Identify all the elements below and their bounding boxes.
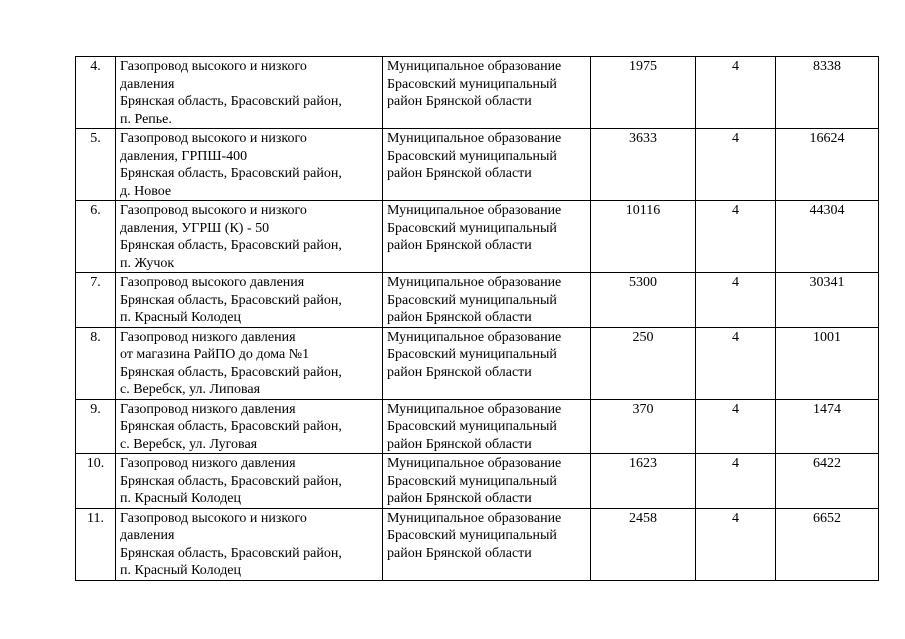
object-line: Брянская область, Брасовский район, xyxy=(120,545,342,561)
cost-value: 16624 xyxy=(776,129,879,201)
object-line: п. Жучок xyxy=(120,255,175,271)
owner-line: Муниципальное образование xyxy=(387,203,562,218)
class-value: 4 xyxy=(696,454,776,509)
object-line: давления xyxy=(120,528,175,543)
owner xyxy=(383,327,591,399)
owner-line: Брасовский муниципальный xyxy=(387,292,557,308)
owner xyxy=(383,201,591,273)
owner xyxy=(383,273,591,328)
cost-value: 6422 xyxy=(776,454,879,509)
object-line: давления, УГРШ (К) - 50 xyxy=(120,220,270,236)
owner-line: район Брянской области xyxy=(387,364,532,380)
object-line: Брянская область, Брасовский район, xyxy=(120,419,342,434)
class-value: 4 xyxy=(696,129,776,201)
length-value: 10116 xyxy=(591,201,696,273)
owner-line: Брасовский муниципальный xyxy=(387,76,557,92)
cost-value: 30341 xyxy=(776,273,879,328)
row-number: 10. xyxy=(76,454,116,509)
owner-line: район Брянской области xyxy=(387,94,532,109)
owner-line: Муниципальное образование xyxy=(387,59,562,74)
owner xyxy=(383,508,591,580)
length-value: 1623 xyxy=(591,454,696,509)
object-description xyxy=(116,129,383,201)
length-value: 370 xyxy=(591,399,696,454)
row-number: 4. xyxy=(76,57,116,129)
object-line: от магазина РайПО до дома №1 xyxy=(120,347,310,362)
object-line: п. Красный Колодец xyxy=(120,310,242,325)
object-description xyxy=(116,327,383,399)
row-number: 7. xyxy=(76,273,116,328)
owner-line: Муниципальное образование xyxy=(387,401,562,417)
property-registry-table xyxy=(75,56,879,581)
row-number: 6. xyxy=(76,201,116,273)
row-number: 8. xyxy=(76,327,116,399)
cost-value: 44304 xyxy=(776,201,879,273)
object-description xyxy=(116,454,383,509)
cost-value: 6652 xyxy=(776,508,879,580)
object-line: Газопровод высокого и низкого xyxy=(120,131,307,146)
object-description xyxy=(116,201,383,273)
owner-line: Муниципальное образование xyxy=(387,275,562,290)
owner-line: Брасовский муниципальный xyxy=(387,473,557,489)
object-line: Газопровод высокого давления xyxy=(120,275,305,290)
owner-line: Брасовский муниципальный xyxy=(387,419,557,434)
table-body xyxy=(76,57,879,581)
object-description xyxy=(116,508,383,580)
row-number: 11. xyxy=(76,508,116,580)
object-line: п. Красный Колодец xyxy=(120,491,242,506)
table-row xyxy=(76,327,879,399)
object-line: Брянская область, Брасовский район, xyxy=(120,364,342,380)
object-line: Газопровод низкого давления xyxy=(120,329,296,345)
object-description xyxy=(116,399,383,454)
object-line: с. Веребск, ул. Липовая xyxy=(120,382,261,397)
object-line: Брянская область, Брасовский район, xyxy=(120,292,342,308)
object-line: давления xyxy=(120,76,175,92)
owner-line: район Брянской области xyxy=(387,238,532,253)
class-value: 4 xyxy=(696,273,776,328)
object-line: п. Красный Колодец xyxy=(120,563,242,578)
length-value: 3633 xyxy=(591,129,696,201)
table-row xyxy=(76,273,879,328)
object-description xyxy=(116,57,383,129)
owner xyxy=(383,399,591,454)
cost-value: 1001 xyxy=(776,327,879,399)
class-value: 4 xyxy=(696,327,776,399)
object-line: Газопровод высокого и низкого xyxy=(120,59,307,74)
cost-value: 8338 xyxy=(776,57,879,129)
object-line: Брянская область, Брасовский район, xyxy=(120,94,342,109)
owner xyxy=(383,454,591,509)
class-value: 4 xyxy=(696,201,776,273)
owner-line: район Брянской области xyxy=(387,310,532,325)
owner xyxy=(383,129,591,201)
table-row xyxy=(76,399,879,454)
owner-line: Муниципальное образование xyxy=(387,329,562,345)
class-value: 4 xyxy=(696,399,776,454)
row-number: 9. xyxy=(76,399,116,454)
class-value: 4 xyxy=(696,508,776,580)
row-number: 5. xyxy=(76,129,116,201)
owner-line: Брасовский муниципальный xyxy=(387,528,557,543)
table-row xyxy=(76,454,879,509)
owner xyxy=(383,57,591,129)
owner-line: район Брянской области xyxy=(387,491,532,506)
owner-line: Брасовский муниципальный xyxy=(387,220,557,236)
owner-line: Муниципальное образование xyxy=(387,456,562,471)
owner-line: Муниципальное образование xyxy=(387,510,562,526)
owner-line: район Брянской области xyxy=(387,545,532,561)
object-line: д. Новое xyxy=(120,183,172,199)
table-row xyxy=(76,129,879,201)
length-value: 2458 xyxy=(591,508,696,580)
object-description xyxy=(116,273,383,328)
owner-line: Брасовский муниципальный xyxy=(387,347,557,362)
object-line: Газопровод низкого давления xyxy=(120,456,296,471)
table-row xyxy=(76,57,879,129)
table-row xyxy=(76,201,879,273)
object-line: Газопровод низкого давления xyxy=(120,401,296,417)
object-line: Брянская область, Брасовский район, xyxy=(120,473,342,489)
length-value: 5300 xyxy=(591,273,696,328)
owner-line: район Брянской области xyxy=(387,166,532,181)
table-row xyxy=(76,508,879,580)
object-line: п. Репье. xyxy=(120,111,172,127)
owner-line: Брасовский муниципальный xyxy=(387,148,557,164)
cost-value: 1474 xyxy=(776,399,879,454)
object-line: Газопровод высокого и низкого xyxy=(120,510,307,526)
object-line: Газопровод высокого и низкого xyxy=(120,203,307,218)
class-value: 4 xyxy=(696,57,776,129)
owner-line: район Брянской области xyxy=(387,436,532,452)
object-line: с. Веребск, ул. Луговая xyxy=(120,436,258,452)
object-line: Брянская область, Брасовский район, xyxy=(120,238,342,253)
length-value: 1975 xyxy=(591,57,696,129)
length-value: 250 xyxy=(591,327,696,399)
owner-line: Муниципальное образование xyxy=(387,131,562,146)
object-line: Брянская область, Брасовский район, xyxy=(120,166,342,181)
object-line: давления, ГРПШ-400 xyxy=(120,148,248,164)
